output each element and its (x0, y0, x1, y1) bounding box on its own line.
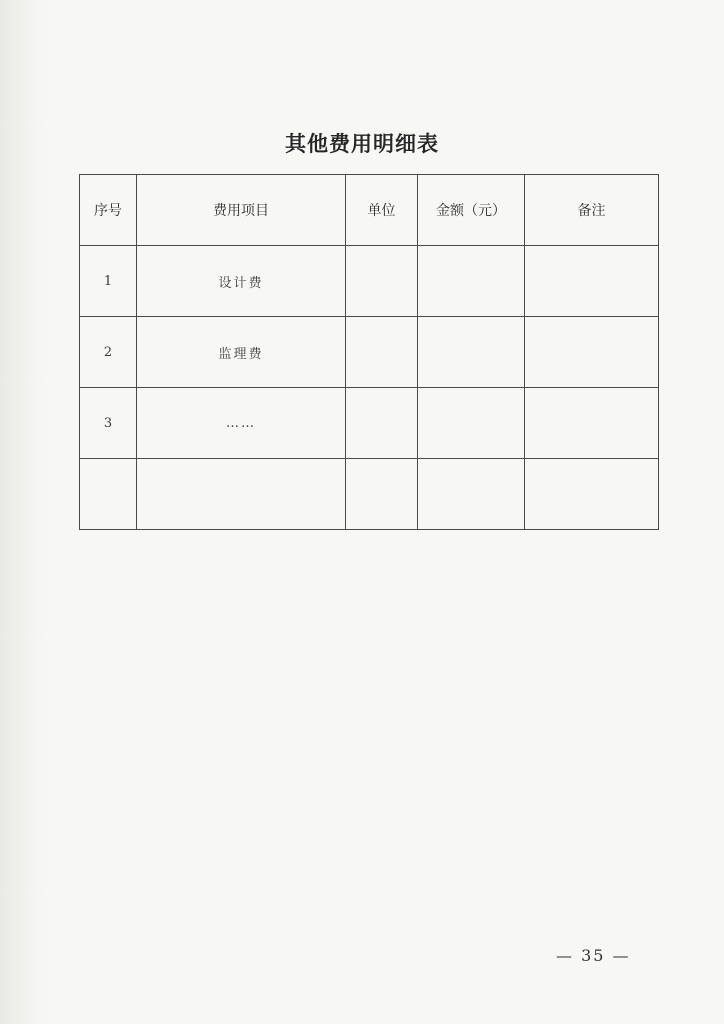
header-unit: 单位 (346, 175, 418, 246)
header-amount: 金额（元） (418, 175, 525, 246)
header-expense-item: 费用项目 (137, 175, 346, 246)
cell-serial: 3 (80, 388, 137, 459)
cell-expense-item: …… (137, 388, 346, 459)
cell-amount (418, 317, 525, 388)
cell-unit (346, 388, 418, 459)
table-row (80, 459, 659, 530)
cell-unit (346, 246, 418, 317)
cell-serial: 2 (80, 317, 137, 388)
cell-remarks (525, 317, 659, 388)
cell-amount (418, 459, 525, 530)
cell-expense-item: 监理费 (137, 317, 346, 388)
cell-remarks (525, 246, 659, 317)
cell-serial: 1 (80, 246, 137, 317)
cell-amount (418, 246, 525, 317)
cell-amount (418, 388, 525, 459)
table-header-row (80, 175, 659, 246)
cell-expense-item: 设计费 (137, 246, 346, 317)
cell-serial (80, 459, 137, 530)
cell-expense-item (137, 459, 346, 530)
cell-remarks (525, 459, 659, 530)
header-serial-number: 序号 (80, 175, 137, 246)
cell-unit (346, 317, 418, 388)
header-remarks: 备注 (525, 175, 659, 246)
cell-unit (346, 459, 418, 530)
page-title: 其他费用明细表 (285, 131, 439, 156)
table-row (80, 388, 659, 459)
expense-detail-table (79, 174, 659, 530)
page-number: — 35 — (556, 946, 631, 965)
cell-remarks (525, 388, 659, 459)
table-row (80, 317, 659, 388)
table-row (80, 246, 659, 317)
